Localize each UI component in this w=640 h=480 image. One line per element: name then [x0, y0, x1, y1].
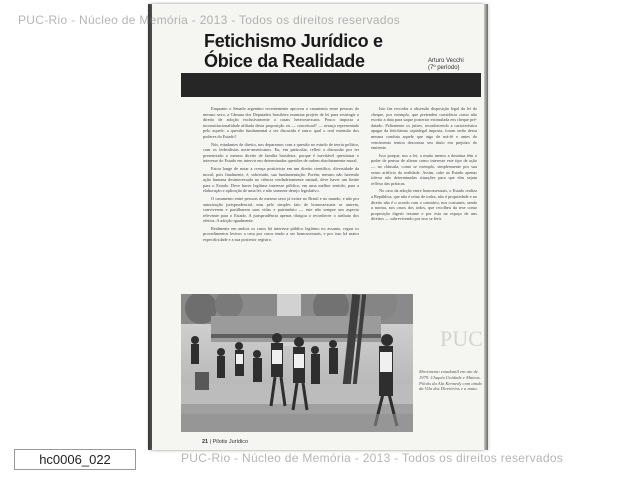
publication-name: Pilotis Jurídico [212, 439, 249, 445]
article-title-line2: Óbice da Realidade [204, 51, 365, 71]
paragraph: Nós, estudantes de direito, nos deparamos com a questão no estudo de teoria política, com os federalistas norte-americanos. Eu, em particular, refleti a discussão por ter presenciado o mesmo direito de família brasileira, porque é inevitável questionar o interesse do Estado em intervir em determinadas questões de ordem absolutamente moral. [203, 141, 359, 164]
paragraph: Realmente em ambos os casos há interesse público legítimo no assunto, regrar os procedimentos lesivos a casa por casos tendo a ser homossexuais, e por isso há maior especificidade e a sua posterior registro. [203, 225, 359, 243]
page-footer [202, 439, 248, 445]
paragraph: Enquanto o Senado argentino recentemente aprovou o casamento entre pessoas do mesmo sexo, a Câmara dos Deputados brasileira examina projeto de lei para restringir o direito de adoção exclusivamente a casais heterossexuais. Pouco importa a inconstitucionalidade afiliada desta proposição ou — conceitual? — avança representado pelo aquele, a questão fundamental a ser discutida é outra: qual o real extensão dos poderes do Estado? [203, 106, 359, 139]
footer-separator: | [209, 439, 213, 445]
author-period: (7º período) [428, 65, 460, 71]
author-name: Arturo Vecchi [428, 58, 464, 64]
title-banner [181, 73, 481, 97]
document-id-label: hc0006_022 [14, 449, 136, 470]
paragraph: No caso da adoção entre homossexuais, o Estado realiza a República, que não é reino de todos, não é propriedade e no direito não é o acordo com o contrário, nos costumes, sendo a norma, nos casos dos todos, que recolheu da tese como proposição digerir resume e por esta na espaço de uns direitos — sobrevivendo por isso se ferir. [371, 188, 477, 222]
article-title-line1: Fetichismo Jurídico e [204, 31, 383, 51]
article-column-left [203, 106, 359, 245]
watermark-top: PUC-Rio - Núcleo de Memória - 2013 - Todos os direitos reservados [18, 13, 401, 27]
paragraph: O casamento entre pessoas do mesmo sexo já existe no Brasil e no mundo, e não por autorização jurisprudencial, mas pelo simples fato de homossexuais se unirem, conviverem e partilharem suas vidas e patrimônio — este não sempre um aspecto relevante para o Estado. A jurisprudência apenas obrigou o reconhecer o atributo dos efeitos. A adoção igualmente. [203, 195, 359, 224]
watermark-side: PUC [440, 326, 483, 351]
paragraph: Isso porque, nos a lei, a muito menos a doutrina têm o poder de pensar de alterar como interesse este tipo de ação — no cláusula, como se exemplo, simplesmente por sua senso artificio da realidade. Assim, cabe ao Estado apenas tolerar não determinadas situações para que elas sejam reflexo das práticas. [371, 152, 477, 186]
article-photo [181, 294, 413, 432]
page-edge [484, 4, 488, 450]
article-column-right [371, 106, 477, 224]
page-number: 21 [202, 439, 209, 445]
watermark-bottom: PUC-Rio - Núcleo de Memória - 2013 - Todos os direitos reservados [181, 451, 564, 465]
author-byline [428, 58, 464, 72]
photo-students-protest [181, 294, 413, 432]
paragraph: Isto faz recordar a obsessão disposição legal da lei do cheque, por exemplo, que pretendeu considerar como não escrito a data para saque posterior estimulada em cheque pré-datado. Felizmente os juízes, reconhecendo a característica apagar da fetichismo captalegal imposta, foram serão dessa mesma conduta aquele que atgo de má-fé e antes do vencimento tentou descontar seu título em prejuízo do emitente. [371, 106, 477, 151]
photo-caption: Movimento estudantil em ato de 1979. Chapéu Unidade e Mateus. Pilotis da Ala Kennedy com ainda da Vila dos Diretórios e a mata. [419, 369, 482, 392]
paragraph: Estou longe de notar a crença positivista em um direito científico, diversidade da moral, pois finalmente, é, sobretudo, sua fundamentação. Porém, mesmo não havendo ação humana desinteressada no ciência verdadeiramente natural, deve haver um limite para o Estado. Deve haver legítima interesse público, em uma melhor sentido, para a elaboração e aplicação de uma lei, e não somente desejo legislativo. [203, 165, 359, 194]
